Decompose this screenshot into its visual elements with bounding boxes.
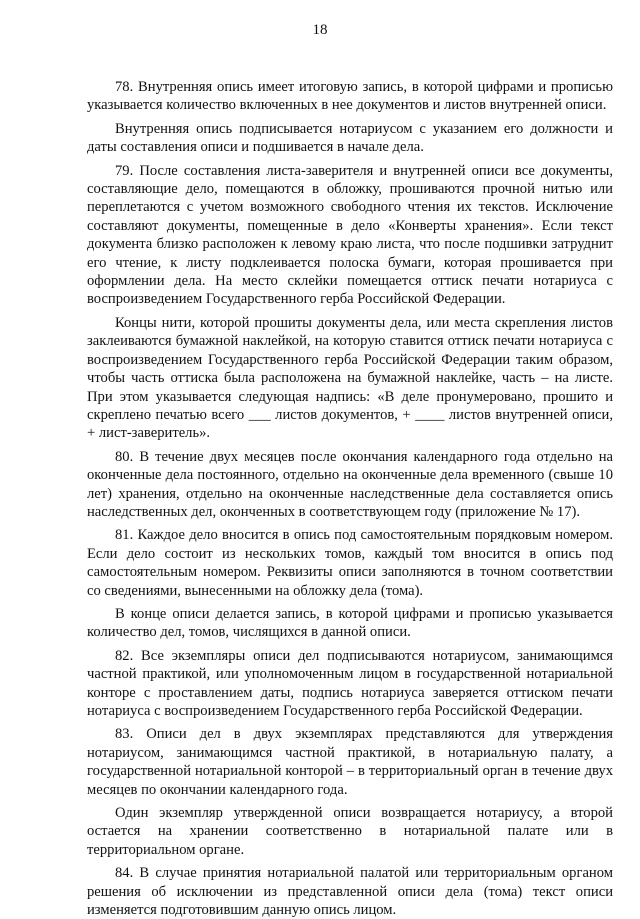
paragraph-83: 83. Описи дел в двух экземплярах представляются для утверждения нотариусом, занимающимся частной практикой, в нотариальную палату, а государственной нотариальной конторой – в территориальный орган в течение двух месяцев по окончании календарного года. [87,726,613,798]
paragraph-79-thread-ends: Концы нити, которой прошиты документы дела, или места скрепления листов заклеиваются бумажной наклейкой, на которую ставится оттиск печати нотариуса с воспроизведением Государственного герба Российской Федерации таким образом, чтобы часть оттиска была расположена на бумажной наклейке, часть – на листе. При этом указывается следующая надпись: «В деле пронумеровано, прошито и скреплено печатью всего ___ листов документов, + ____ листов внутренней описи, + лист-заверитель». [87,314,613,442]
paragraph-80: 80. В течение двух месяцев после окончания календарного года отдельно на оконченные дела постоянного, отдельно на оконченные дела временного (свыше 10 лет) хранения, отдельно на оконченные наследственные дела составляется опись наследственных дел, оконченных в соответствующем году (приложение № 17). [87,448,613,520]
paragraph-78: 78. Внутренняя опись имеет итоговую запись, в которой цифрами и прописью указывается количество включенных в нее документов и листов внутренней описи. [87,79,613,114]
paragraph-79: 79. После составления листа-заверителя и внутренней описи все документы, составляющие дело, помещаются в обложку, прошиваются прочной нитью или переплетаются с учетом возможного свободного чтения их текстов. Исключение составляют документы, помещенные в дело «Конверты хранения». Если текст документа близко расположен к левому краю листа, что после подшивки затруднит его чтение, к листу подклеивается полоска бумаги, которая прошивается при оформлении дела. На место склейки помещается оттиск печати нотариуса с воспроизведением Государственного герба Российской Федерации. [87,162,613,308]
paragraph-78-signature: Внутренняя опись подписывается нотариусом с указанием его должности и даты составления описи и подшивается в начале дела. [87,120,613,156]
paragraph-82: 82. Все экземпляры описи дел подписываются нотариусом, занимающимся частной практикой, или уполномоченным лицом в государственной нотариальной конторе с проставлением даты, подпись нотариуса заверяется оттиском печати нотариуса с воспроизведением Государственного герба Российской Федерации. [87,647,613,719]
paragraph-81: 81. Каждое дело вносится в опись под самостоятельным порядковым номером. Если дело состоит из нескольких томов, каждый том вносится в опись под самостоятельным номером. Реквизиты описи заполняются в точном соответствии со сведениями, вынесенными на обложку дела (тома). [87,527,613,599]
paragraph-83-copy-return: Один экземпляр утвержденной описи возвращается нотариусу, а второй остается на хранении соответственно в нотариальной палате или в территориальном органе. [87,805,613,858]
paragraph-84: 84. В случае принятия нотариальной палатой или территориальным органом решения об исключении из представленной описи дела (тома) текст описи изменяется подготовившим данную опись лицом. [87,865,613,919]
page-number: 18 [312,22,328,38]
paragraph-81-final-entry: В конце описи делается запись, в которой цифрами и прописью указывается количество дел, томов, числящихся в данной описи. [87,605,613,641]
